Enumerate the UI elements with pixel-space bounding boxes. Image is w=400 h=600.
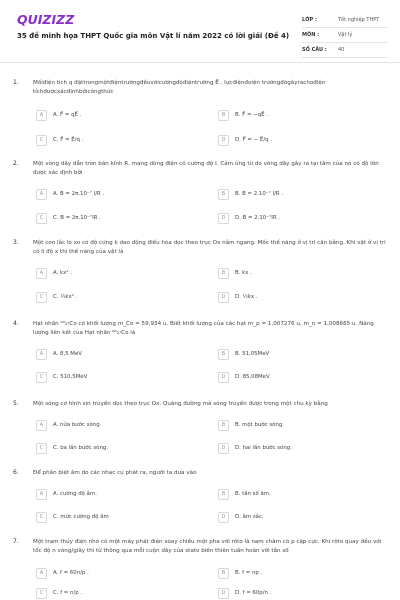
option-d[interactable] bbox=[218, 588, 388, 599]
option-c[interactable] bbox=[36, 213, 206, 224]
option-letter-box: C bbox=[36, 512, 47, 523]
option-a[interactable] bbox=[36, 489, 206, 500]
option-text: C. ½kx² . bbox=[53, 294, 78, 300]
option-letter-box: C bbox=[36, 372, 47, 383]
question-number: 1. bbox=[13, 79, 19, 86]
option-letter-box: C bbox=[36, 213, 47, 224]
question-text: Một sóng cơ hình sin truyền dọc theo trục Ox. Quãng đường mà sóng truyền được trong một chu kỳ bằng bbox=[33, 401, 328, 407]
document-title: 35 đề minh họa THPT Quốc gia môn Vật lí năm 2022 có lời giải (Đề 4) bbox=[17, 32, 290, 40]
option-letter-box: C bbox=[36, 292, 47, 303]
option-text: D. B = 2.10⁻⁷IR . bbox=[235, 215, 280, 221]
option-text: B. 51,05MeV bbox=[235, 351, 270, 357]
option-b[interactable] bbox=[218, 189, 388, 200]
option-letter-box: C bbox=[36, 443, 47, 454]
option-letter-box: D bbox=[218, 372, 229, 383]
option-b[interactable] bbox=[218, 489, 388, 500]
option-text: B. f = np . bbox=[235, 570, 263, 576]
option-letter-box: D bbox=[218, 512, 229, 523]
option-b[interactable] bbox=[218, 268, 388, 279]
option-letter-box: B bbox=[218, 110, 229, 121]
option-letter-box: D bbox=[218, 443, 229, 454]
option-letter-box: C bbox=[36, 588, 47, 599]
question-text: Một trạm thủy điện nhỏ có một máy phát điện xoay chiều một pha với rôto là nam châm có p cặp cực. Khi rôto quay đều với tốc độ n vòng/giây thì từ thông qua mỗi cuộn dây của stato biến thiên tuần hoàn với tần số bbox=[33, 539, 382, 554]
option-c[interactable] bbox=[36, 588, 206, 599]
option-c[interactable] bbox=[36, 135, 206, 146]
question-number: 6. bbox=[13, 469, 19, 476]
question-text: Để phân biệt âm do các nhạc cụ phát ra, người ta dựa vào bbox=[33, 470, 197, 476]
option-c[interactable] bbox=[36, 372, 206, 383]
option-a[interactable] bbox=[36, 268, 206, 279]
option-text: C. 510,5MeV bbox=[53, 374, 88, 380]
option-a[interactable] bbox=[36, 568, 206, 579]
meta-value: Vật lý bbox=[338, 32, 353, 38]
option-letter-box: D bbox=[218, 213, 229, 224]
option-d[interactable] bbox=[218, 135, 388, 146]
question-number: 5. bbox=[13, 400, 19, 407]
question-number: 2. bbox=[13, 160, 19, 167]
option-text: B. F⃗ = −qE⃗ . bbox=[235, 112, 268, 118]
meta-row-subject bbox=[302, 28, 388, 43]
option-c[interactable] bbox=[36, 512, 206, 523]
option-text: D. f = 60p/n . bbox=[235, 590, 272, 596]
option-letter-box: A bbox=[36, 420, 47, 431]
option-d[interactable] bbox=[218, 443, 388, 454]
option-letter-box: D bbox=[218, 292, 229, 303]
meta-value: Tốt nghiệp THPT bbox=[338, 17, 380, 23]
option-text: C. ba lần bước sóng. bbox=[53, 445, 109, 451]
option-text: C. F⃗ = E⃗/q . bbox=[53, 137, 84, 143]
worksheet-header bbox=[0, 0, 400, 62]
option-letter-box: D bbox=[218, 135, 229, 146]
option-text: A. cường độ âm. bbox=[53, 491, 97, 497]
option-letter-box: B bbox=[218, 189, 229, 200]
option-text: D. ½kx . bbox=[235, 294, 258, 300]
option-text: C. f = n/p . bbox=[53, 590, 83, 596]
metadata-table bbox=[302, 13, 388, 58]
option-d[interactable] bbox=[218, 372, 388, 383]
option-c[interactable] bbox=[36, 292, 206, 303]
option-text: D. F⃗ = − E⃗/q . bbox=[235, 137, 272, 143]
question-number: 4. bbox=[13, 320, 19, 327]
option-d[interactable] bbox=[218, 292, 388, 303]
option-a[interactable] bbox=[36, 110, 206, 121]
option-text: A. B = 2π.10⁻⁷ I/R . bbox=[53, 191, 105, 197]
option-text: A. F⃗ = qE⃗ . bbox=[53, 112, 82, 118]
option-letter-box: B bbox=[218, 420, 229, 431]
option-letter-box: A bbox=[36, 268, 47, 279]
question-text: Một con lắc lò xo có độ cứng k dao động điều hòa dọc theo trục Ox nằm ngang. Mốc thế năng ở vị trí cân bằng. Khi vật ở vị trí có li độ x thì thế năng của vật là bbox=[33, 240, 386, 255]
option-letter-box: D bbox=[218, 588, 229, 599]
meta-key: SỐ CÂU : bbox=[302, 47, 327, 53]
meta-row-count bbox=[302, 43, 388, 58]
option-b[interactable] bbox=[218, 420, 388, 431]
question-text: Mốiđiện tích q đặttrongmộtđiệntrườngđềuvớicườngđộđiệntrường E⃗ , lựcđiệnđoiện trườngđógâyrachođiện tíchđượcxácđịnhbởicôngthức bbox=[33, 80, 326, 95]
option-a[interactable] bbox=[36, 349, 206, 360]
option-letter-box: B bbox=[218, 349, 229, 360]
option-d[interactable] bbox=[218, 213, 388, 224]
meta-key: LỚP : bbox=[302, 17, 317, 23]
question-number: 3. bbox=[13, 239, 19, 246]
question-number: 7. bbox=[13, 538, 19, 545]
option-text: D. hai lần bước sóng. bbox=[235, 445, 292, 451]
option-letter-box: B bbox=[218, 268, 229, 279]
option-a[interactable] bbox=[36, 420, 206, 431]
option-text: A. kx² . bbox=[53, 270, 72, 276]
option-text: D. 85,08MeV bbox=[235, 374, 270, 380]
option-b[interactable] bbox=[218, 110, 388, 121]
option-text: B. tần số âm. bbox=[235, 491, 271, 497]
option-letter-box: A bbox=[36, 568, 47, 579]
option-letter-box: A bbox=[36, 110, 47, 121]
option-text: A. 8,5 MeV bbox=[53, 351, 82, 357]
meta-key: MÔN : bbox=[302, 32, 320, 38]
option-letter-box: A bbox=[36, 349, 47, 360]
question-text: Hạt nhân ⁶⁰₂₇Co có khối lượng m_Co = 59,934 u. Biết khối lượng của các hạt m_p = 1,007276 u, m_n = 1,008665 u. Năng lượng liên kết của Hạt nhân ⁶⁰₂₇Co là bbox=[33, 321, 374, 336]
option-b[interactable] bbox=[218, 349, 388, 360]
question-text: Một vòng dây dẫn tròn bán kính R, mang dòng điện có cường độ I. Cảm ứng từ do vòng dây gây ra tại tâm của nó có độ lớn được xác định bởi bbox=[33, 161, 379, 176]
meta-value: 40 bbox=[338, 47, 345, 53]
option-text: D. âm sắc. bbox=[235, 514, 264, 520]
option-text: A. nửa bước sóng. bbox=[53, 422, 102, 428]
option-text: C. mức cường độ âm bbox=[53, 514, 109, 520]
option-text: C. B = 2π.10⁻⁷IR . bbox=[53, 215, 101, 221]
option-text: B. kx . bbox=[235, 270, 252, 276]
option-letter-box: A bbox=[36, 189, 47, 200]
option-d[interactable] bbox=[218, 512, 388, 523]
option-text: A. f = 60n/p . bbox=[53, 570, 89, 576]
option-letter-box: B bbox=[218, 489, 229, 500]
option-a[interactable] bbox=[36, 189, 206, 200]
meta-row-class bbox=[302, 13, 388, 28]
header-divider bbox=[0, 62, 400, 63]
option-c[interactable] bbox=[36, 443, 206, 454]
option-letter-box: A bbox=[36, 489, 47, 500]
option-letter-box: C bbox=[36, 135, 47, 146]
quizizz-logo bbox=[17, 12, 75, 28]
option-text: B. B = 2.10⁻⁷ I/R . bbox=[235, 191, 284, 197]
svg-text:QUIZIZZ: QUIZIZZ bbox=[17, 12, 75, 26]
option-b[interactable] bbox=[218, 568, 388, 579]
option-letter-box: B bbox=[218, 568, 229, 579]
option-text: B. một bước sóng. bbox=[235, 422, 284, 428]
